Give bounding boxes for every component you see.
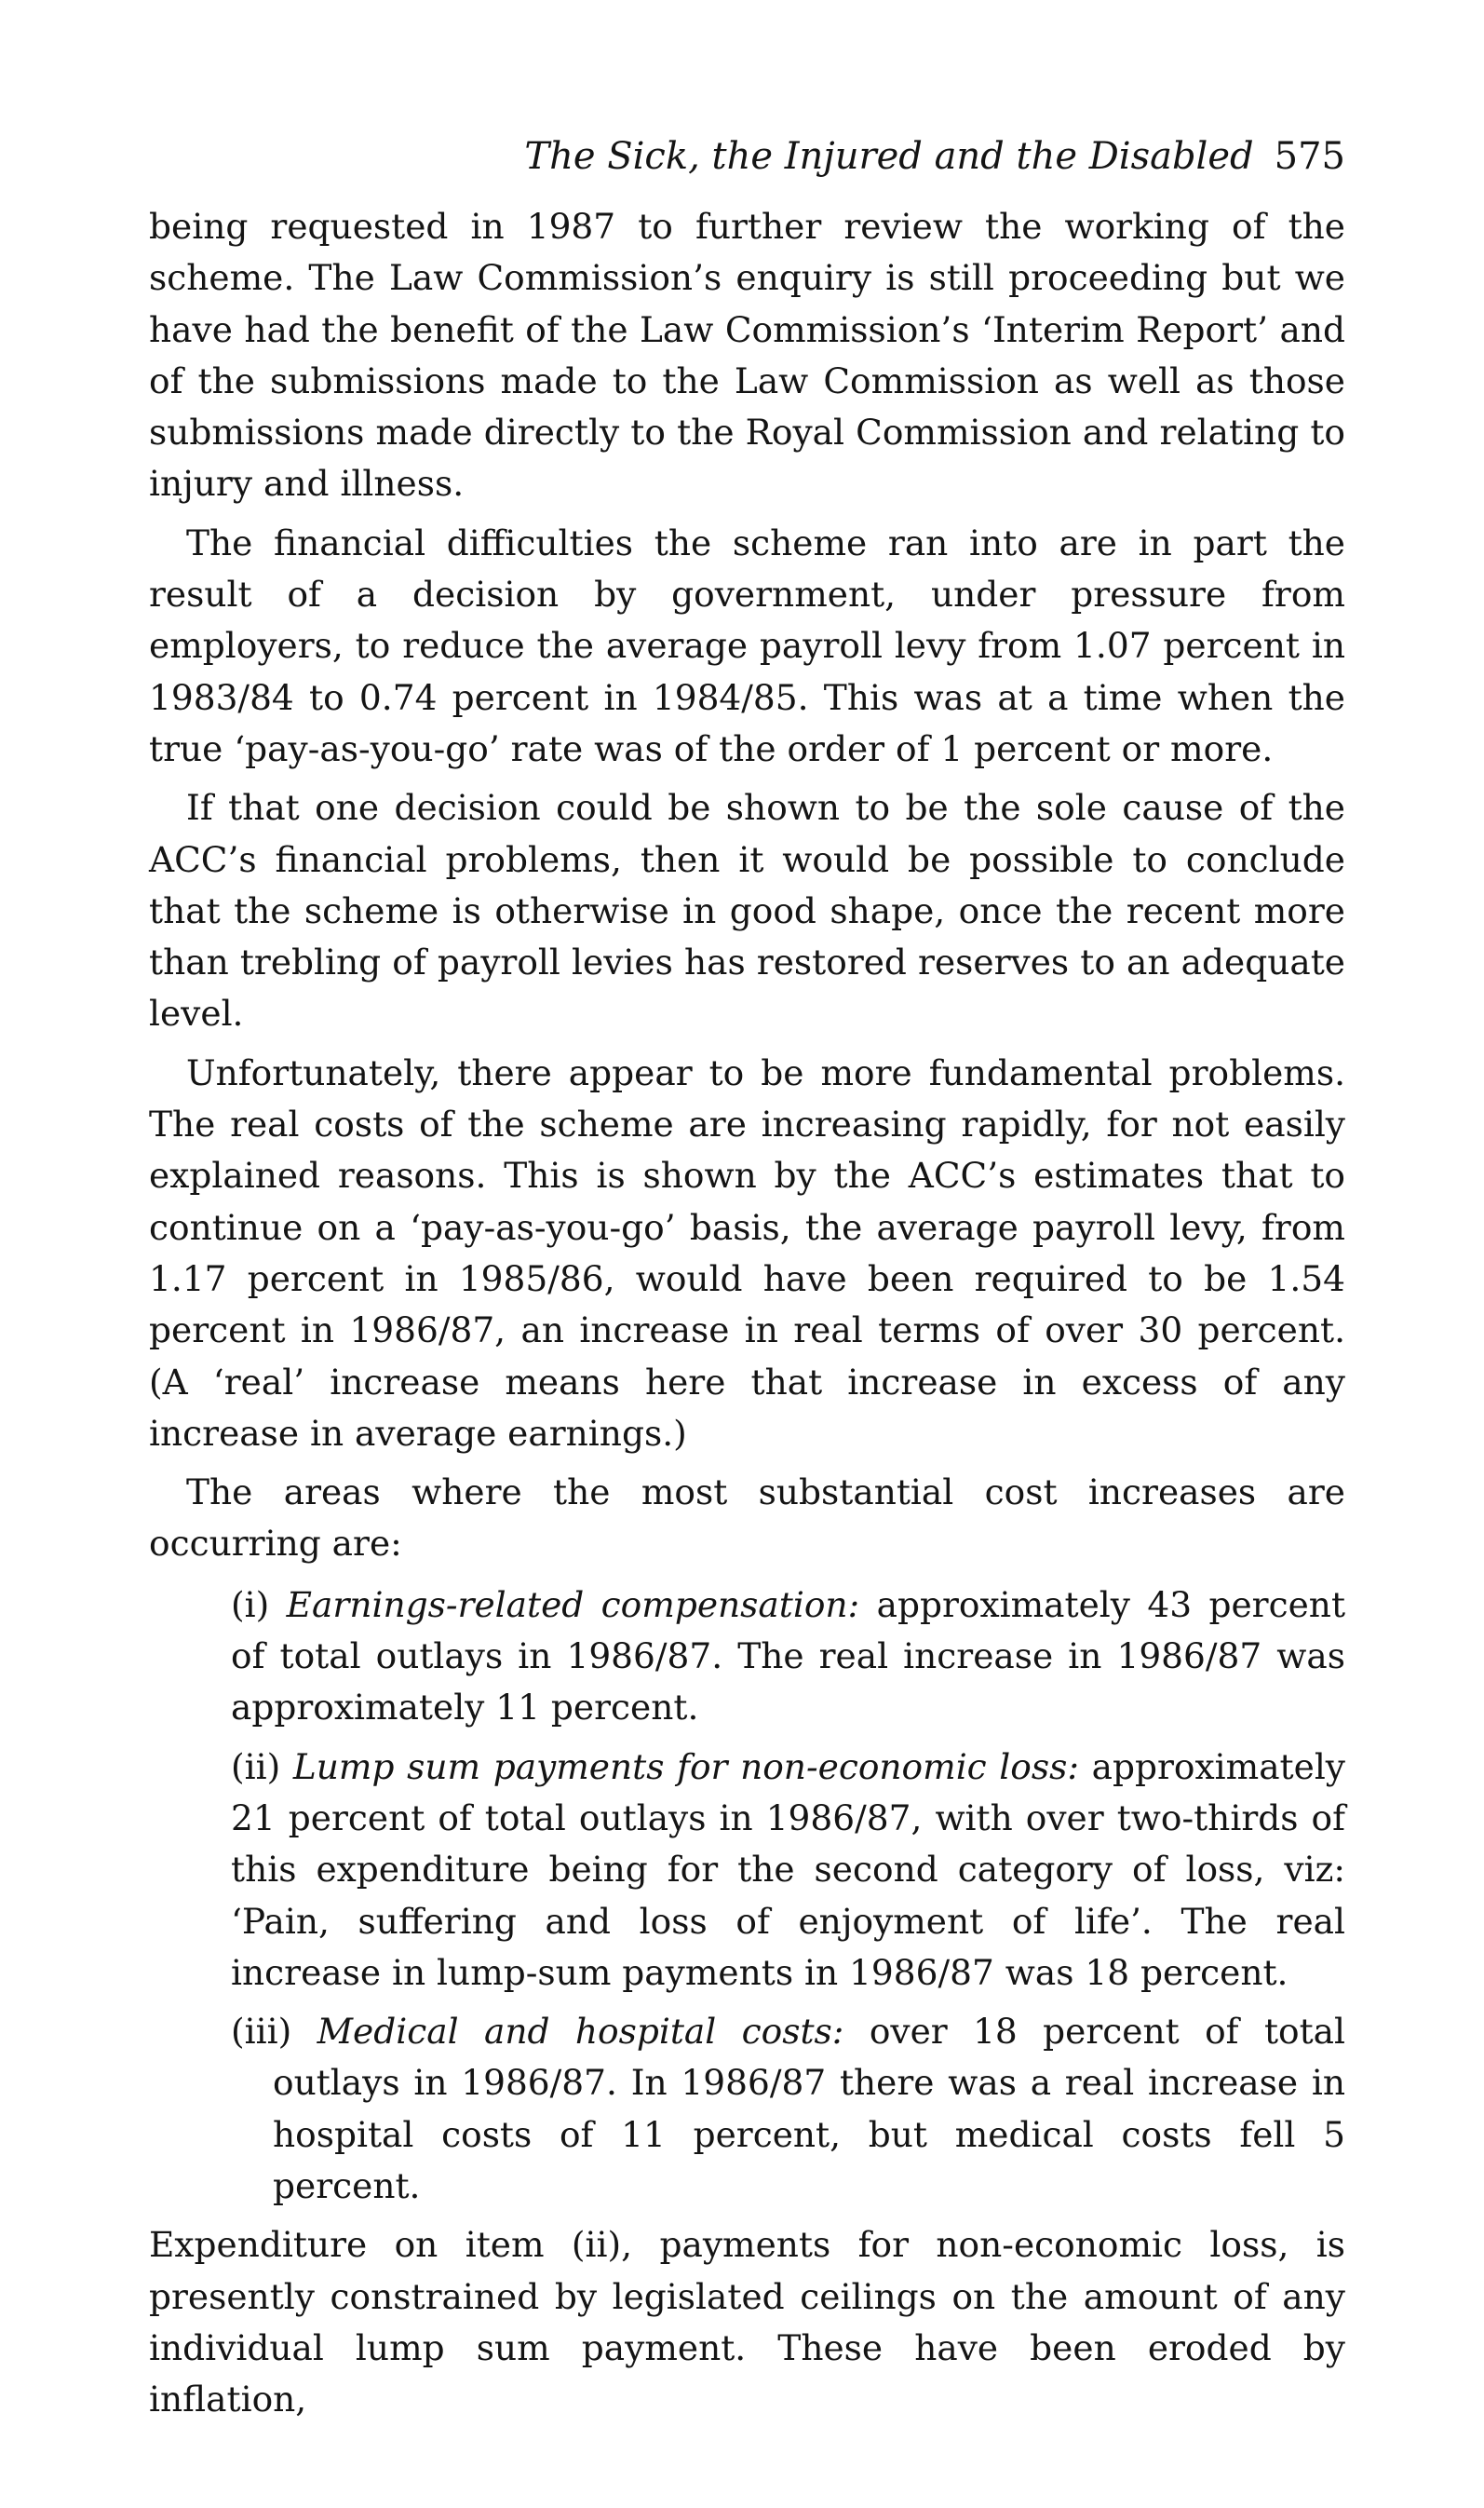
paragraph-financial-difficulties: The financial difficulties the scheme ran into are in part the result of a decision by government, under pressure from employers, to reduce the average payroll levy from 1.07 percent in 1983/84 to 0.74 percent in 1984/85. This was at a time when the true ‘pay-as-you-go’ rate was of the order of 1 percent or more.	[149, 522, 1345, 769]
paragraph-cost-areas-intro: The areas where the most substantial cost increases are occurring are:	[149, 1471, 1345, 1565]
book-page	[149, 130, 1345, 2425]
list-item	[231, 1742, 1345, 1999]
paragraph-continuation: being requested in 1987 to further review the working of the scheme. The Law Commission’s enquiry is still proceeding but we have had the benefit of the Law Commission’s ‘Interim Report’ and of the submissions made to the Law Commission as well as those submissions made directly to the Royal Commission and relating to injury and illness.	[149, 206, 1345, 505]
paragraph-sole-cause: If that one decision could be shown to be the sole cause of the ACC’s financial problems, then it would be possible to conclude that the scheme is otherwise in good shape, once the recent more than trebling of payroll levies has restored reserves to an adequate level.	[149, 787, 1345, 1035]
paragraph-fundamental-problems: Unfortunately, there appear to be more fundamental problems. The real costs of the scheme are increasing rapidly, for not easily explained reasons. This is shown by the ACC’s estimates that to continue on a ‘pay-as-you-go’ basis, the average payroll levy, from 1.17 percent in 1985/86, would have been required to be 1.54 percent in 1986/87, an increase in real terms of over 30 percent. (A ‘real’ increase means here that increase in excess of any increase in average earnings.)	[149, 1051, 1345, 1454]
item-text: approximately 43 percent of total outlays in 1986/87. The real increase in 1986/87 was approximately 11 percent.	[231, 1583, 1346, 1728]
cost-areas-list	[149, 1579, 1345, 2213]
running-title: The Sick, the Injured and the Disabled	[524, 135, 1254, 178]
page-number: 575	[1274, 135, 1345, 178]
item-marker: (ii)	[231, 1745, 281, 1787]
item-heading: Medical and hospital costs:	[317, 2011, 844, 2053]
item-text: over 18 percent of total outlays in 1986/87. In 1986/87 there was a real increase in hospital costs of 11 percent, but medical costs fell 5 percent.	[273, 2011, 1346, 2206]
list-item	[231, 1579, 1345, 1734]
item-marker: (iii)	[231, 2011, 292, 2053]
item-heading: Earnings-related compensation:	[286, 1583, 860, 1625]
item-text: approximately 21 percent of total outlays in 1986/87, with over two-thirds of this expenditure being for the second category of loss, viz: ‘Pain, suffering and loss of enjoyment of life’. The real increase in lump-sum payments in 1986/87 was 18 percent.	[231, 1745, 1345, 1993]
item-marker: (i)	[231, 1583, 270, 1625]
paragraph-non-economic-loss: Expenditure on item (ii), payments for non-economic loss, is presently constrained by legislated ceilings on the amount of any individual lump sum payment. These have been eroded by inflation,	[149, 2224, 1345, 2420]
list-item	[231, 2006, 1345, 2212]
item-heading: Lump sum payments for non-economic loss:	[292, 1745, 1079, 1787]
running-head	[149, 130, 1345, 183]
